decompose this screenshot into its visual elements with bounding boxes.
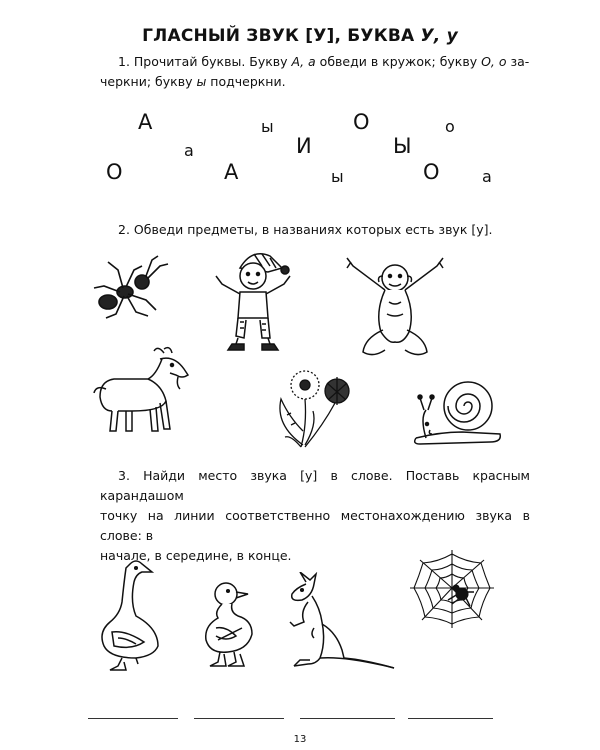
title-letters: У, у (420, 26, 458, 46)
letter-cell[interactable]: А (138, 110, 153, 134)
answer-line-spider[interactable] (408, 718, 493, 719)
letter-cell[interactable]: О (423, 160, 440, 184)
goose-icon[interactable] (96, 558, 168, 673)
letter-cell[interactable]: ы (261, 117, 274, 136)
monkey-icon[interactable] (345, 252, 445, 362)
dandelion-icon[interactable] (265, 365, 365, 450)
kangaroo-icon[interactable] (286, 572, 396, 672)
task3-text: 3. Найди место звука [у] в слове. Поставь красным карандашом точку на линии соответственно местонахождению звука в слове: в начале, в середине, в конце. (100, 468, 530, 563)
snail-icon[interactable] (410, 378, 505, 448)
task2-text: 2. Обведи предметы, в названиях которых есть звук [у]. (118, 222, 493, 237)
letter-cell[interactable]: И (296, 134, 312, 158)
letter-cell[interactable]: О (353, 110, 370, 134)
title-text: ГЛАСНЫЙ ЗВУК [У], БУКВА (142, 26, 421, 46)
letter-cell[interactable]: а (184, 141, 194, 160)
page-number: 13 (293, 734, 307, 745)
letter-cell[interactable]: Ы (393, 134, 412, 158)
letter-cell[interactable]: а (482, 167, 492, 186)
duckling-icon[interactable] (198, 578, 260, 670)
answer-line-kangaroo[interactable] (300, 718, 395, 719)
answer-line-duckling[interactable] (194, 718, 284, 719)
letter-cell[interactable]: А (224, 160, 239, 184)
boy-icon[interactable] (210, 246, 300, 361)
spider-web-icon[interactable] (408, 548, 496, 630)
letter-cell[interactable]: О (106, 160, 123, 184)
goat-icon[interactable] (92, 345, 197, 440)
task1-text: 1. Прочитай буквы. Букву А, а обведи в кружок; букву О, о за- черкни; букву ы подчеркни. (100, 54, 530, 89)
page-title (0, 26, 600, 46)
ant-icon[interactable] (90, 252, 170, 322)
letter-cell[interactable]: о (445, 117, 455, 136)
answer-line-goose[interactable] (88, 718, 178, 719)
letter-cell[interactable]: ы (331, 167, 344, 186)
